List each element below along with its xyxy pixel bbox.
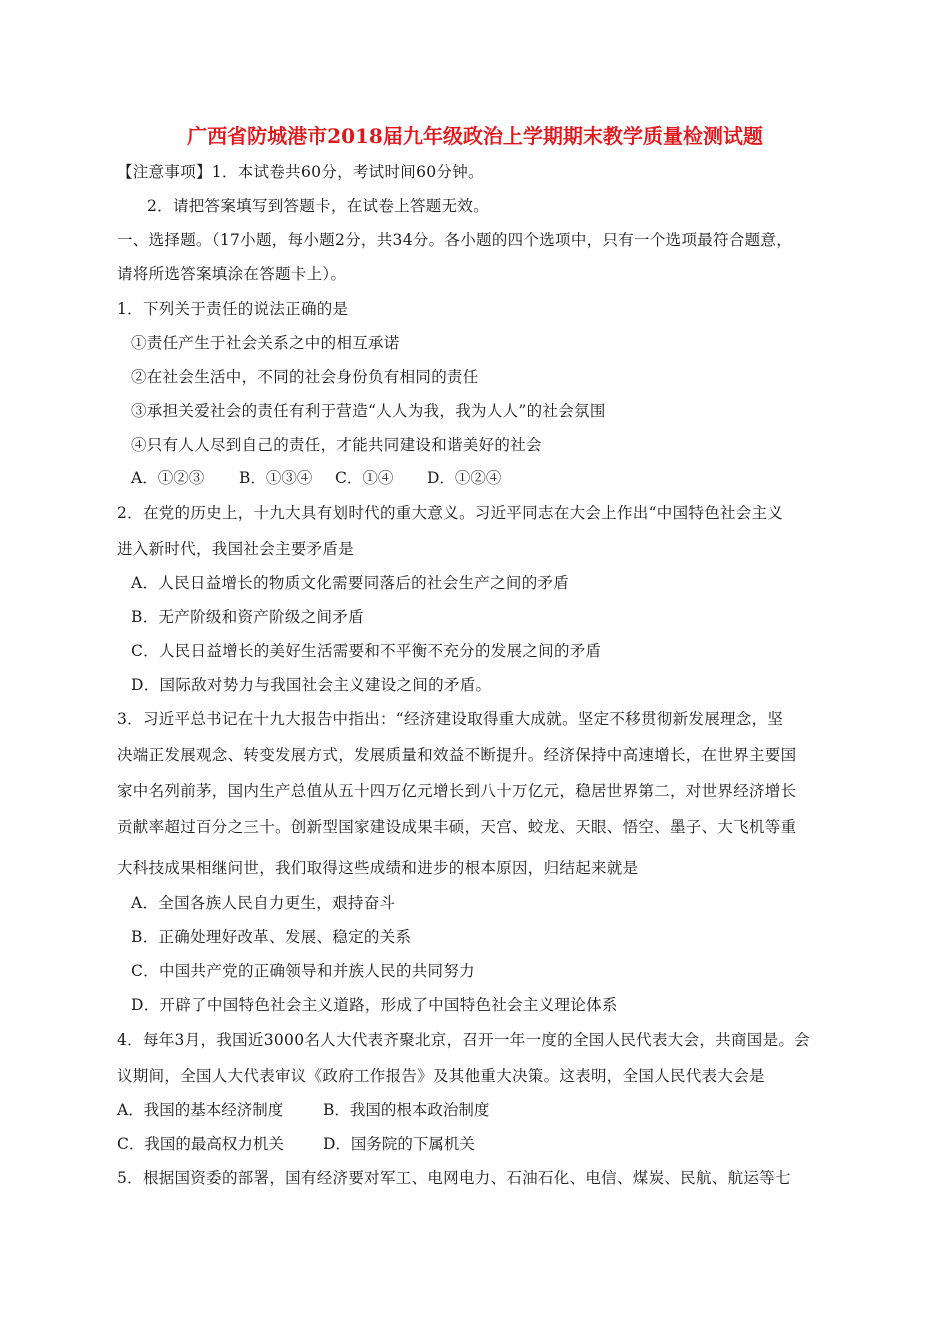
question-4-option-b: B．我国的根本政治制度: [323, 1101, 490, 1119]
question-2-stem-line-1: 2．在党的历史上，十九大具有划时代的重大意义。习近平同志在大会上作出“中国特色社会主义: [117, 504, 784, 522]
question-4-stem-line-1: 4．每年3月，我国近3000名人大代表齐聚北京，召开一年一度的全国人民代表大会，共商国是。会: [117, 1031, 810, 1049]
question-2-stem-line-2: 进入新时代，我国社会主要矛盾是: [117, 540, 355, 558]
question-3-stem-line-3: 家中名列前茅，国内生产总值从五十四万亿元增长到八十万亿元，稳居世界第二，对世界经济增长: [117, 782, 797, 800]
notice-line-2: 2．请把答案填写到答题卡，在试卷上答题无效。: [147, 197, 489, 215]
question-2-option-a: A．人民日益增长的物质文化需要同落后的社会生产之间的矛盾: [131, 574, 570, 592]
question-1-statement-2: ②在社会生活中，不同的社会身份负有相同的责任: [131, 368, 479, 386]
question-3-option-c: C．中国共产党的正确领导和并族人民的共同努力: [131, 962, 475, 980]
question-1-statement-4: ④只有人人尽到自己的责任，才能共同建设和谐美好的社会: [131, 436, 542, 454]
question-4-options-row-1: [117, 1099, 489, 1121]
question-3-stem-line-5: 大科技成果相继问世，我们取得这些成绩和进步的根本原因，归结起来就是: [117, 859, 639, 877]
question-3-option-b: B．正确处理好改革、发展、稳定的关系: [131, 928, 412, 946]
question-3-stem-line-2: 决端正发展观念、转变发展方式，发展质量和效益不断提升。经济保持中高速增长，在世界主要国: [117, 746, 797, 764]
question-2-option-b: B．无产阶级和资产阶级之间矛盾: [131, 608, 364, 626]
question-1-statement-1: ①责任产生于社会关系之中的相互承诺: [131, 334, 400, 352]
question-1-option-c: C．①④: [335, 469, 394, 487]
notice-line-1: 【注意事项】1．本试卷共60分，考试时间60分钟。: [117, 163, 484, 181]
question-1-stem: 1．下列关于责任的说法正确的是: [117, 300, 349, 318]
question-1-statement-3: ③承担关爱社会的责任有利于营造“人人为我，我为人人”的社会氛围: [131, 402, 606, 420]
question-5-stem-line-1: 5．根据国资委的部署，国有经济要对军工、电网电力、石油石化、电信、煤炭、民航、航运等七: [117, 1169, 791, 1187]
question-2-option-d: D．国际敌对势力与我国社会主义建设之间的矛盾。: [131, 676, 492, 694]
question-1-options: [131, 467, 501, 489]
section-heading-line-2: 请将所选答案填涂在答题卡上）。: [117, 265, 347, 283]
question-3-stem-line-1: 3．习近平总书记在十九大报告中指出：“经济建设取得重大成就。坚定不移贯彻新发展理念，坚: [117, 710, 784, 728]
question-4-stem-line-2: 议期间，全国人大代表审议《政府工作报告》及其他重大决策。这表明，全国人民代表大会是: [117, 1067, 765, 1085]
question-4-option-a: A．我国的基本经济制度: [117, 1101, 284, 1119]
question-4-options-row-2: [117, 1133, 475, 1155]
question-3-stem-line-4: 贡献率超过百分之三十。创新型国家建设成果丰硕，天宫、蛟龙、天眼、悟空、墨子、大飞机等重: [117, 818, 797, 836]
question-3-option-a: A．全国各族人民自力更生，艰持奋斗: [131, 894, 396, 912]
question-3-option-d: D．开辟了中国特色社会主义道路，形成了中国特色社会主义理论体系: [131, 996, 618, 1014]
question-4-option-d: D．国务院的下属机关: [323, 1135, 475, 1153]
exam-title: 广西省防城港市2018届九年级政治上学期期末教学质量检测试题: [187, 124, 763, 148]
question-1-option-b: B．①③④: [239, 469, 313, 487]
section-heading-line-1: 一、选择题。（17小题，每小题2分，共34分。各小题的四个选项中，只有一个选项最符合题意，: [117, 231, 793, 249]
question-2-option-c: C．人民日益增长的美好生活需要和不平衡不充分的发展之间的矛盾: [131, 642, 602, 660]
question-1-option-d: D．①②④: [427, 469, 502, 487]
question-1-option-a: A．①②③: [131, 469, 205, 487]
question-4-option-c: C．我国的最高权力机关: [117, 1135, 284, 1153]
